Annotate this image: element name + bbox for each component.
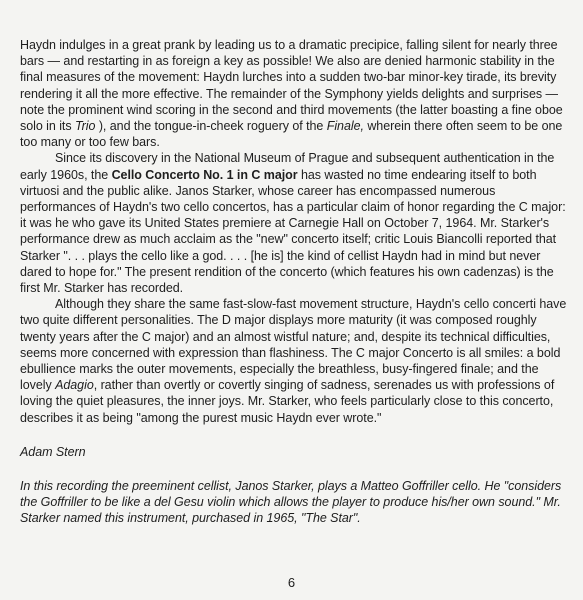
paragraph-comparison-text-2: , rather than overtly or covertly singing of sadness, serenades us with professions of loving the quiet pleasures, the inner joys. Mr. Starker, who feels particularly close to this concerto, describes it as being "among the purest music Haydn ever wrote." [20, 378, 555, 425]
paragraph-symphony-text-1: Haydn indulges in a great prank by leading us to a dramatic precipice, falling silent for nearly three bars — and restarting in as foreign a key as possible! We also are denied harmonic stability in the final measures of the movement: Haydn lurches into a sudden two-bar minor-key tirade, its brevity rendering it all the more effective. The remainder of the Symphony yields delights and surprises — note the prominent wind scoring in the second and third movements (the latter boasting a fine oboe solo in its [20, 38, 563, 134]
liner-notes-body [20, 37, 568, 527]
paragraph-concerto-text-2: has wasted no time endearing itself to both virtuosi and the public alike. Janos Starker, whose career has encompassed numerous performances of Haydn's two cello concertos, has a particular claim of honor regarding the C major: it was he who gave its United States premiere at Carnegie Hall on October 7, 1964. Mr. Starker's performance drew as much acclaim as the "new" concerto itself; critic Louis Biancolli reported that Starker ". . . plays the cello like a god. . . . [he is] the kind of cellist Haydn had in mind but never dared to hope for." The present rendition of the concerto (which features his own cadenzas) is the first Mr. Starker has recorded. [20, 167, 566, 296]
author-credit: Adam Stern [20, 444, 86, 459]
trio-italic: Trio [74, 119, 96, 134]
page-number: 6 [287, 575, 296, 590]
paragraph-concerto-text-1: Since its discovery in the National Museum of Prague and subsequent authentication in the early 1960s, the [20, 151, 555, 182]
paragraph-concerto-comparison [20, 296, 568, 426]
paragraph-concerto-history [20, 150, 568, 296]
paragraph-symphony [20, 37, 568, 150]
paragraph-comparison-text-1: Although they share the same fast-slow-fast movement structure, Haydn's cello concerti have two quite different personalities. The D major displays more maturity (it was composed roughly twenty years after the C major) and an almost wistful nature; and, despite its technical difficulties, seems more concerned with expression than flashiness. The C major Concerto is all smiles: a bold ebullience marks the outer movements, especially the breathless, busy-fingered finale; and the lovely [20, 297, 567, 393]
paragraph-symphony-text-3: wherein there often seem to be one too many or too few bars. [20, 119, 563, 150]
finale-italic: Finale, [326, 119, 364, 134]
instrument-note: In this recording the preeminent cellist, Janos Starker, plays a Matteo Goffriller cello. He "considers the Goffriller to be like a del Gesu violin which allows the player to produce his/her own sound." Mr. Starker named this instrument, purchased in 1965, "The Star". [20, 479, 562, 526]
adagio-italic: Adagio [55, 378, 94, 393]
paragraph-symphony-text-2: ), and the tongue-in-cheek roguery of the [95, 119, 327, 134]
concerto-title-bold: Cello Concerto No. 1 in C major [111, 167, 298, 182]
